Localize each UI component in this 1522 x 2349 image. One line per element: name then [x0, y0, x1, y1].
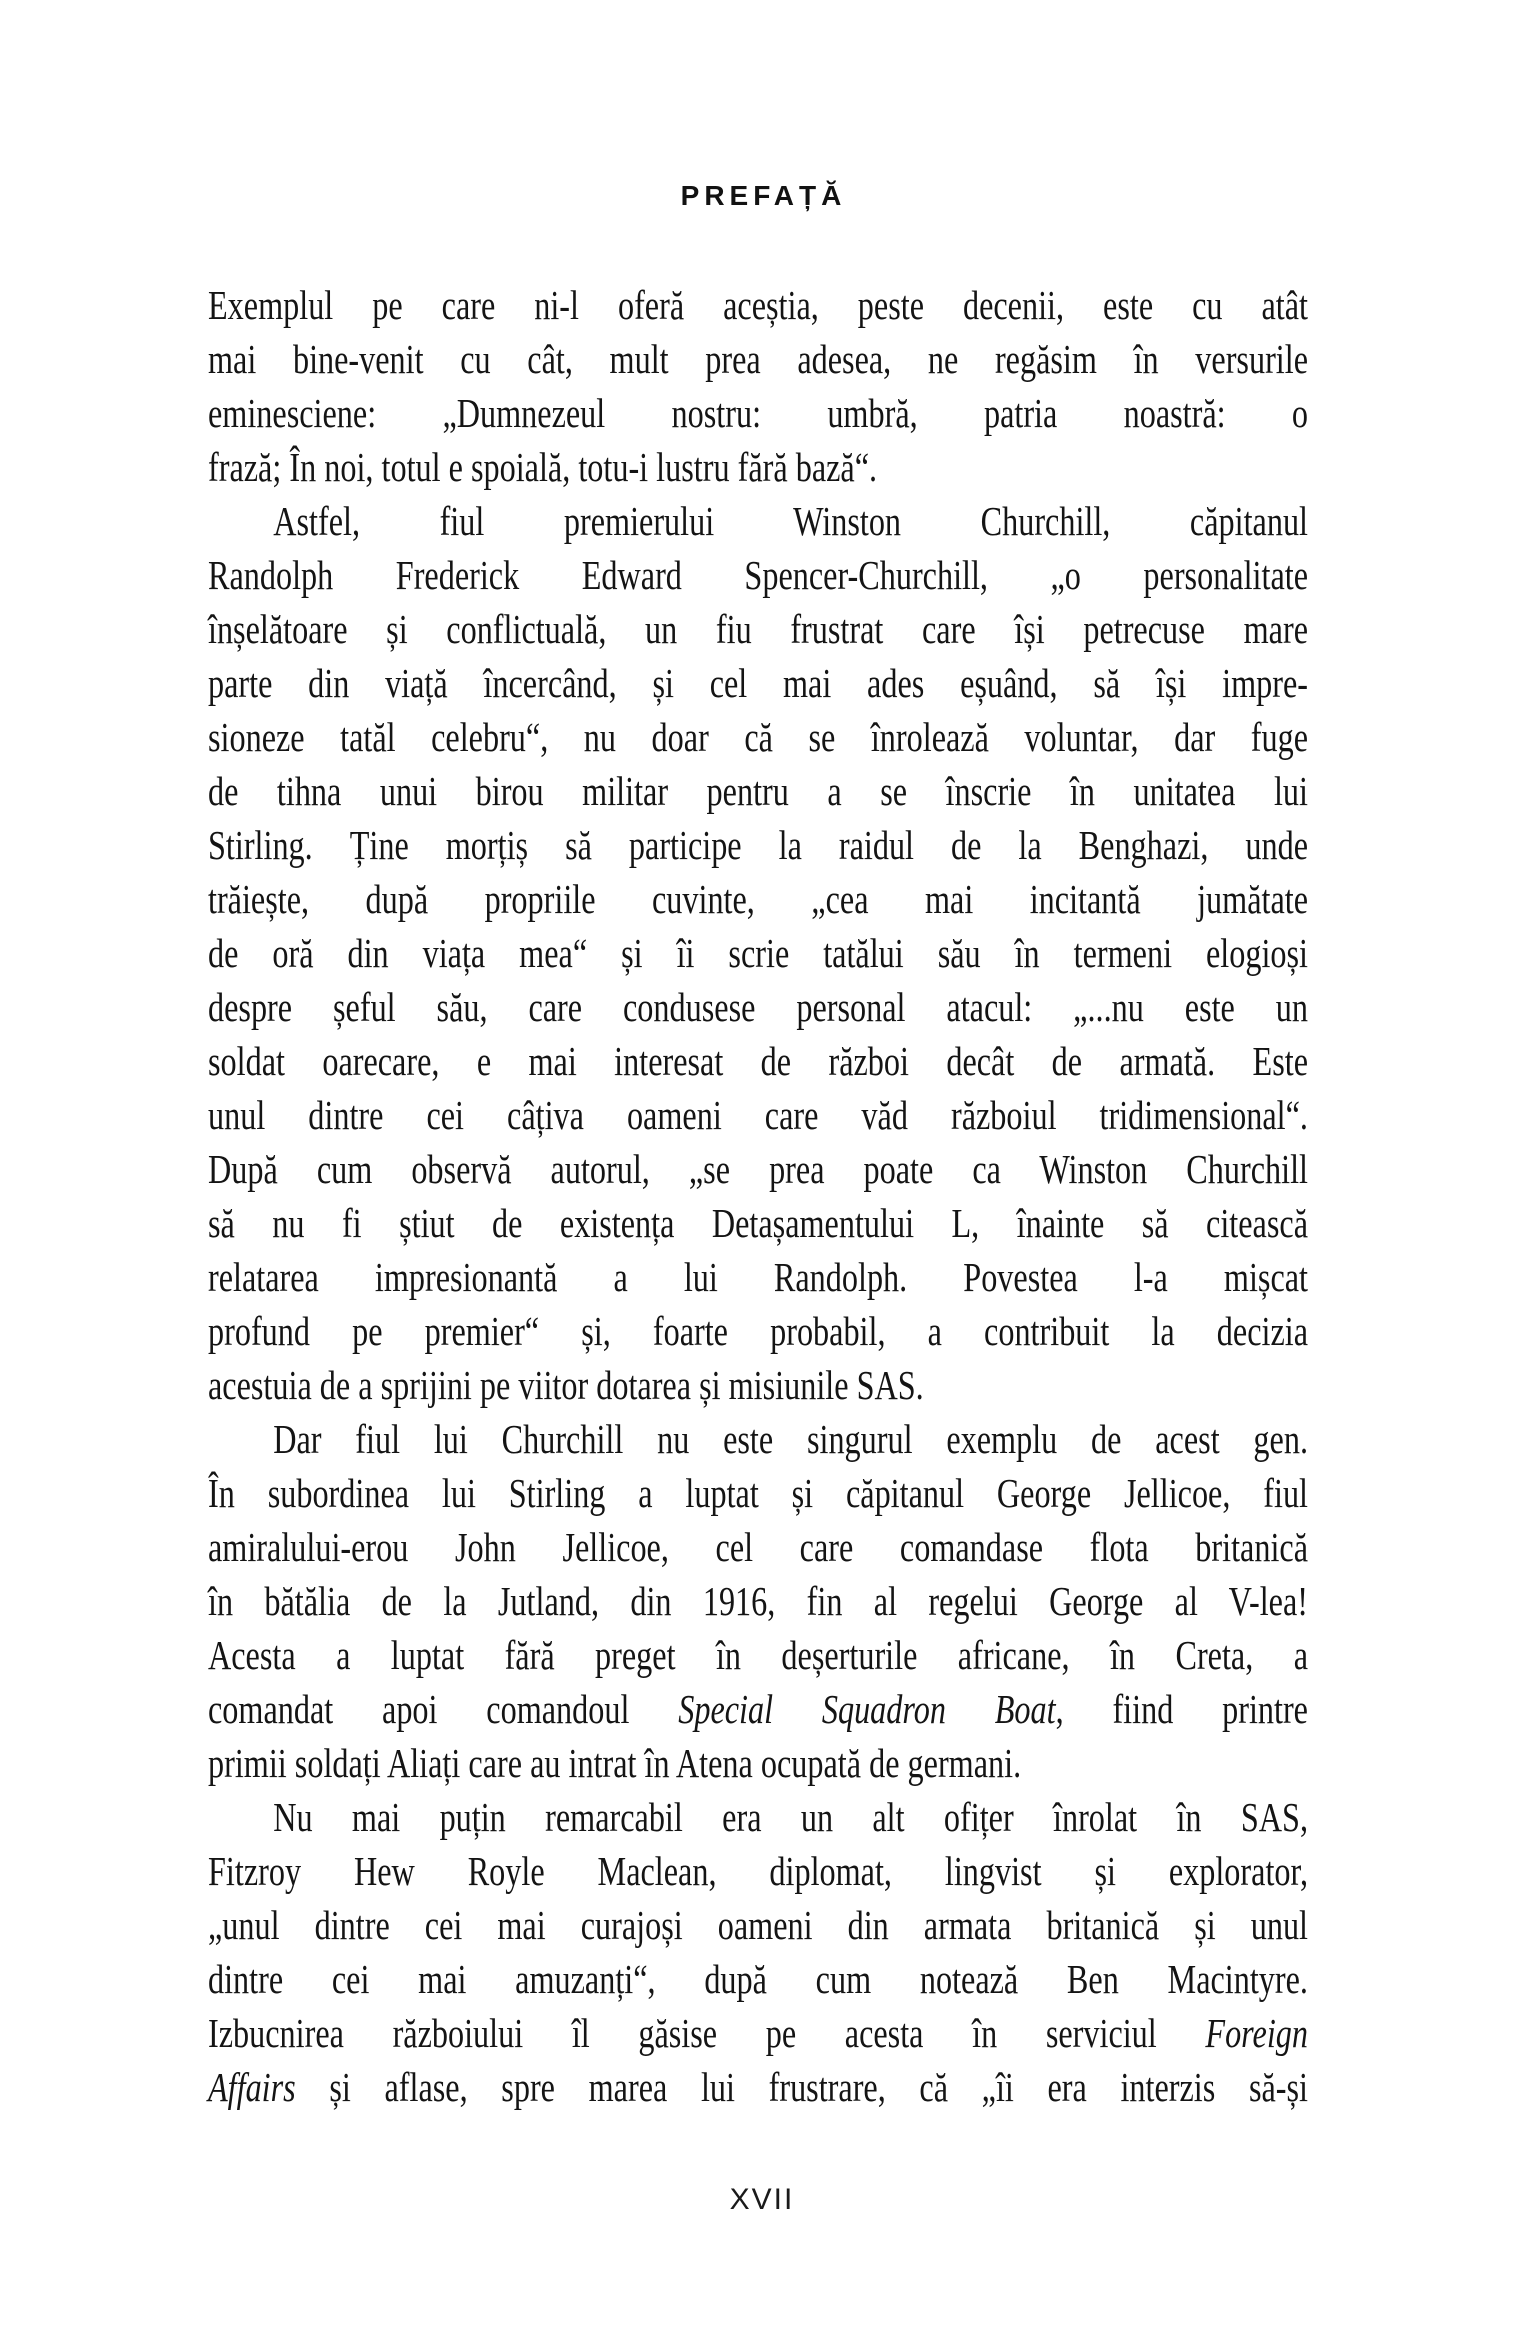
text-line — [208, 764, 1308, 818]
text-segment: parte din viață încercând, și cel mai ades eșuând, să își impre- — [208, 660, 1308, 706]
text-line — [208, 1466, 1308, 1520]
paragraph — [208, 494, 1308, 1412]
text-line — [208, 2006, 1308, 2060]
text-line — [208, 1412, 1308, 1466]
text-line — [208, 1844, 1308, 1898]
text-line — [208, 548, 1308, 602]
text-segment: Exemplul pe care ni-l oferă aceștia, peste decenii, este cu atât — [208, 282, 1308, 328]
text-segment: în bătălia de la Jutland, din 1916, fin al regelui George al V-lea! — [208, 1578, 1308, 1624]
italic-text-segment: Affairs — [208, 2064, 296, 2110]
text-line — [208, 332, 1308, 386]
text-line — [208, 1898, 1308, 1952]
text-line — [208, 278, 1308, 332]
text-segment: despre șeful său, care condusese personal atacul: „...nu este un — [208, 984, 1308, 1030]
text-segment: Astfel, fiul premierului Winston Churchill, căpitanul — [273, 498, 1308, 544]
text-line — [208, 1682, 1308, 1736]
text-segment: de tihna unui birou militar pentru a se înscrie în unitatea lui — [208, 768, 1308, 814]
text-segment: sioneze tatăl celebru“, nu doar că se înrolează voluntar, dar fuge — [208, 714, 1308, 760]
text-line — [208, 1142, 1308, 1196]
text-line — [208, 872, 1308, 926]
text-segment: Nu mai puțin remarcabil era un alt ofițer înrolat în SAS, — [273, 1794, 1308, 1840]
text-line — [208, 494, 1308, 548]
text-segment: soldat oarecare, e mai interesat de război decât de armată. Este — [208, 1038, 1308, 1084]
text-line — [208, 1520, 1308, 1574]
text-segment: Fitzroy Hew Royle Maclean, diplomat, lingvist și explorator, — [208, 1848, 1308, 1894]
text-segment: În subordinea lui Stirling a luptat și căpitanul George Jellicoe, fiul — [208, 1470, 1308, 1516]
text-segment: Acesta a luptat fără preget în deșerturile africane, în Creta, a — [208, 1632, 1308, 1678]
text-segment: și aflase, spre marea lui frustrare, că „îi era interzis să-și — [295, 2064, 1308, 2110]
text-segment: trăiește, după propriile cuvinte, „cea mai incitantă jumătate — [208, 876, 1308, 922]
text-line — [208, 1574, 1308, 1628]
text-line — [208, 1196, 1308, 1250]
paragraph — [208, 1412, 1308, 1790]
text-line — [208, 1250, 1308, 1304]
text-segment: de oră din viața mea“ și îi scrie tatălui său în termeni elogioși — [208, 930, 1308, 976]
text-line — [208, 1358, 1308, 1412]
italic-text-segment: Foreign — [1205, 2010, 1308, 2056]
text-line — [208, 386, 1308, 440]
text-line — [208, 602, 1308, 656]
text-line — [208, 980, 1308, 1034]
text-segment: amiralului-erou John Jellicoe, cel care comandase flota britanică — [208, 1524, 1308, 1570]
text-segment: profund pe premier“ și, foarte probabil, a contribuit la decizia — [208, 1308, 1308, 1354]
text-line — [208, 710, 1308, 764]
text-segment: eminesciene: „Dumnezeul nostru: umbră, patria noastră: o — [208, 390, 1308, 436]
page-number: XVII — [729, 2183, 795, 2216]
text-segment: acestuia de a sprijini pe viitor dotarea și misiunile SAS. — [208, 1362, 924, 1408]
text-segment: După cum observă autorul, „se prea poate ca Winston Churchill — [208, 1146, 1308, 1192]
text-segment: Izbucnirea războiului îl găsise pe acesta în serviciul — [208, 2010, 1206, 2056]
text-segment: relatarea impresionantă a lui Randolph. Povestea l-a mișcat — [208, 1254, 1308, 1300]
text-segment: Stirling. Ține morțiș să participe la raidul de la Benghazi, unde — [208, 822, 1308, 868]
italic-text-segment: Special Squadron Boat — [678, 1686, 1056, 1732]
text-line — [208, 926, 1308, 980]
body-text — [208, 278, 1308, 2114]
text-line — [208, 1952, 1308, 2006]
body-text-lines — [208, 278, 1308, 2114]
text-segment: unul dintre cei câțiva oameni care văd războiul tridimensional“. — [208, 1092, 1308, 1138]
text-segment: Dar fiul lui Churchill nu este singurul exemplu de acest gen. — [273, 1416, 1308, 1462]
text-line — [208, 1736, 1308, 1790]
text-segment: să nu fi știut de existența Detașamentului L, înainte să citească — [208, 1200, 1308, 1246]
text-segment: „unul dintre cei mai curajoși oameni din armata britanică și unul — [208, 1902, 1308, 1948]
text-line — [208, 1790, 1308, 1844]
text-line — [208, 656, 1308, 710]
text-segment: , fiind printre — [1055, 1686, 1308, 1732]
paragraph — [208, 278, 1308, 494]
text-line — [208, 818, 1308, 872]
text-line — [208, 1034, 1308, 1088]
text-segment: dintre cei mai amuzanți“, după cum notează Ben Macintyre. — [208, 1956, 1308, 2002]
text-segment: frază; În noi, totul e spoială, totu-i lustru fără bază“. — [208, 444, 878, 490]
text-segment: comandat apoi comandoul — [208, 1686, 679, 1732]
text-line — [208, 1628, 1308, 1682]
text-line — [208, 1304, 1308, 1358]
paragraph — [208, 1790, 1308, 2114]
text-segment: primii soldați Aliați care au intrat în Atena ocupată de germani. — [208, 1740, 1022, 1786]
text-segment: Randolph Frederick Edward Spencer-Churchill, „o personalitate — [208, 552, 1308, 598]
text-line — [208, 2060, 1308, 2114]
text-line — [208, 440, 1308, 494]
text-segment: mai bine-venit cu cât, mult prea adesea, ne regăsim în versurile — [208, 336, 1308, 382]
text-line — [208, 1088, 1308, 1142]
page-header: PREFAȚĂ — [680, 180, 847, 211]
text-segment: înșelătoare și conflictuală, un fiu frustrat care își petrecuse mare — [208, 606, 1308, 652]
